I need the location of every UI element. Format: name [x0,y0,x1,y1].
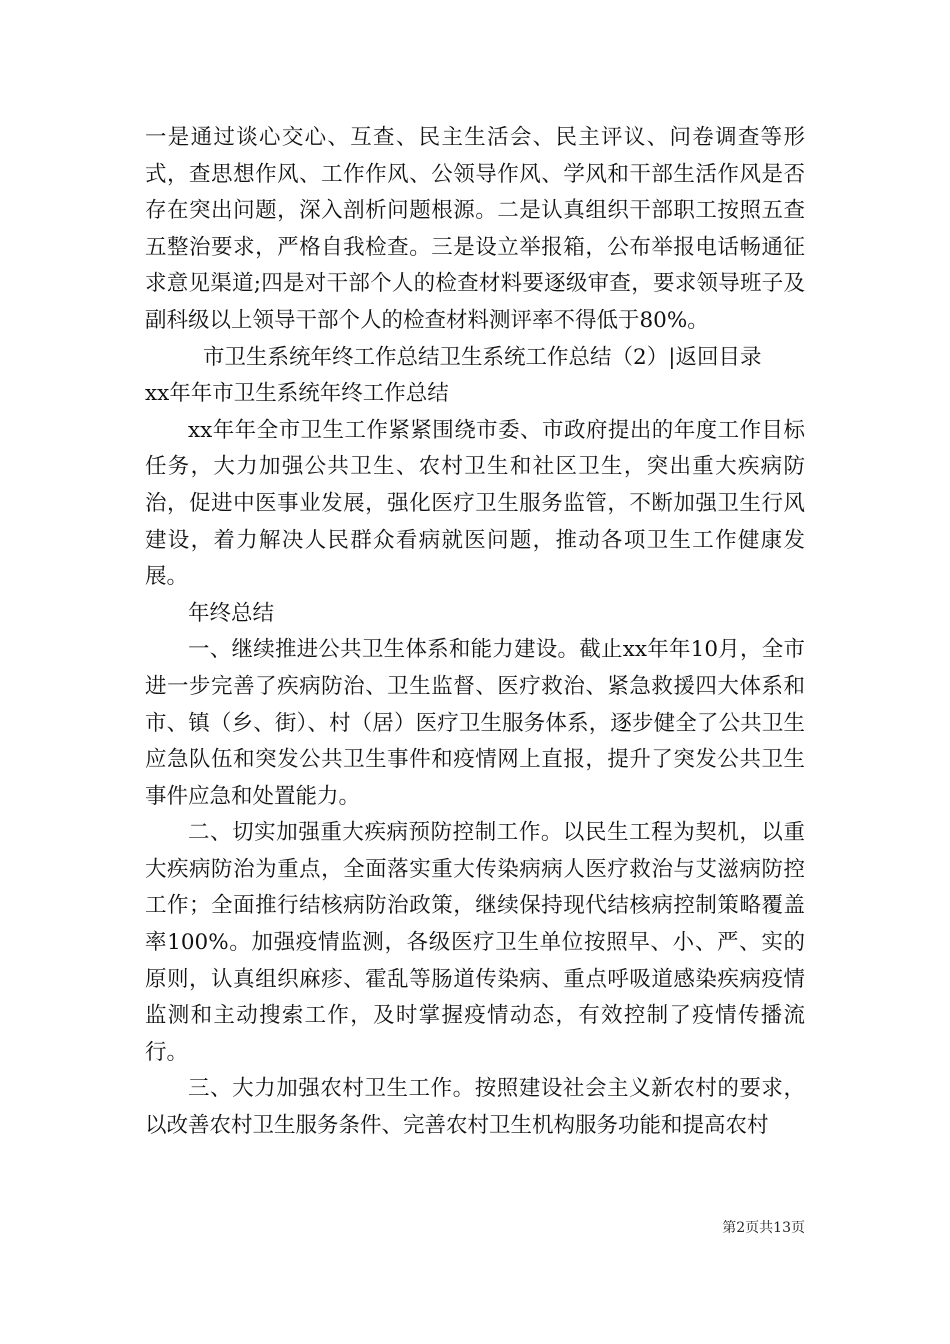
paragraph-public-health: 一、继续推进公共卫生体系和能力建设。截止xx年年10月，全市进一步完善了疾病防治、卫生监督、医疗救治、紧急救援四大体系和市、镇（乡、街）、村（居）医疗卫生服务体系，逐步健全了公共卫生应急队伍和突发公共卫生事件和疫情网上直报，提升了突发公共卫生事件应急和处置能力。 [145,637,805,809]
page-number: 第2页共13页 [722,1220,805,1236]
section-heading-summary: 年终总结 [188,600,275,626]
paragraph-overview: xx年年全市卫生工作紧紧围绕市委、市政府提出的年度工作目标任务，大力加强公共卫生、农村卫生和社区卫生，突出重大疾病防治，促进中医事业发展，强化医疗卫生服务监管，不断加强卫生行风建设，着力解决人民群众看病就医问题，推动各项卫生工作健康发展。 [145,417,805,590]
paragraph-disease-control: 二、切实加强重大疾病预防控制工作。以民生工程为契机，以重大疾病防治为重点，全面落实重大传染病病人医疗救治与艾滋病防控工作；全面推行结核病防治政策，继续保持现代结核病控制策略覆盖率100%。加强疫情监测，各级医疗卫生单位按照早、小、严、实的原则，认真组织麻疹、霍乱等肠道传染病、重点呼吸道感染疾病疫情监测和主动搜索工作，及时掌握疫情动态，有效控制了疫情传播流行。 [145,820,805,1065]
section-title-link[interactable]: 市卫生系统年终工作总结卫生系统工作总结（2）|返回目录 [203,344,762,370]
document-subtitle: xx年年市卫生系统年终工作总结 [145,381,449,407]
paragraph-rural-health: 三、大力加强农村卫生工作。按照建设社会主义新农村的要求，以改善农村卫生服务条件、完善农村卫生机构服务功能和提高农村 [145,1076,805,1139]
document-body [145,120,805,1145]
paragraph-inspection-methods: 一是通过谈心交心、互查、民主生活会、民主评议、问卷调查等形式，查思想作风、工作作风、公领导作风、学风和干部生活作风是否存在突出问题，深入剖析问题根源。二是认真组织干部职工按照五查五整治要求，严格自我检查。三是设立举报箱，公布举报电话畅通征求意见渠道;四是对干部个人的检查材料要逐级审查，要求领导班子及副科级以上领导干部个人的检查材料测评率不得低于80%。 [145,125,805,333]
